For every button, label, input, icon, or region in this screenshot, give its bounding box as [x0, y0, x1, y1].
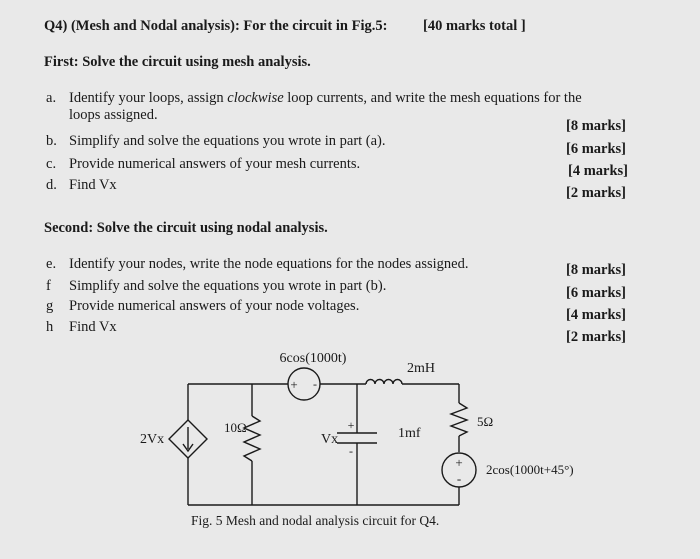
item-b-text: Simplify and solve the equations you wrote in part (a). — [69, 133, 386, 149]
item-e-marks: [8 marks] — [566, 262, 627, 278]
item-h-marks: [2 marks] — [566, 329, 627, 345]
source-right-label: 2cos(1000t+45°) — [486, 462, 574, 477]
item-c-text: Provide numerical answers of your mesh currents. — [69, 156, 361, 172]
item-h-text: Find Vx — [69, 319, 117, 335]
total-marks: [40 marks total ] — [423, 18, 526, 34]
item-e-text: Identify your nodes, write the node equations for the nodes assigned. — [69, 256, 469, 272]
source-top-label: 6cos(1000t) — [279, 351, 347, 366]
question-heading: Q4) (Mesh and Nodal analysis): For the circuit in Fig.5: — [44, 18, 388, 34]
item-f-marks: [6 marks] — [566, 285, 627, 301]
vx-label: Vx — [321, 432, 339, 447]
item-letter-f: f — [46, 278, 51, 294]
item-f-text: Simplify and solve the equations you wrote in part (b). — [69, 278, 387, 294]
item-letter-d: d. — [46, 177, 57, 193]
inductor-label: 2mH — [407, 361, 435, 376]
inductor-coil — [366, 380, 402, 385]
item-letter-c: c. — [46, 156, 57, 172]
item-b-marks: [6 marks] — [566, 141, 627, 157]
resistor-5-label: 5Ω — [477, 414, 494, 429]
item-a-text-line2: loops assigned. — [69, 107, 158, 123]
source-right-minus: - — [456, 471, 462, 486]
first-section-title: First: Solve the circuit using mesh analysis. — [44, 54, 311, 70]
item-letter-g: g — [46, 298, 54, 314]
capacitor-label: 1mf — [398, 426, 421, 441]
vx-plus: + — [347, 418, 355, 432]
source-top-minus: - — [313, 377, 317, 391]
item-letter-h: h — [46, 319, 54, 335]
item-c-marks: [4 marks] — [568, 163, 629, 179]
dep-source-label: 2Vx — [140, 432, 165, 447]
item-g-text: Provide numerical answers of your node voltages. — [69, 298, 360, 314]
source-right-plus: + — [455, 455, 463, 470]
source-top-plus: + — [290, 377, 298, 392]
resistor-10-label: 10Ω — [224, 420, 247, 435]
vx-minus: - — [349, 444, 353, 458]
second-section-title: Second: Solve the circuit using nodal analysis. — [44, 220, 328, 236]
item-d-text: Find Vx — [69, 177, 117, 193]
item-g-marks: [4 marks] — [566, 307, 627, 323]
item-a-marks: [8 marks] — [566, 118, 627, 134]
item-letter-a: a. — [46, 90, 57, 106]
item-a-text: Identify your loops, assign clockwise loop currents, and write the mesh equations for the — [69, 90, 582, 106]
item-d-marks: [2 marks] — [566, 185, 627, 201]
resistor-5-ohm — [451, 403, 467, 436]
figure-caption: Fig. 5 Mesh and nodal analysis circuit for Q4. — [191, 513, 440, 528]
item-letter-e: e. — [46, 256, 57, 272]
item-letter-b: b. — [46, 133, 57, 149]
